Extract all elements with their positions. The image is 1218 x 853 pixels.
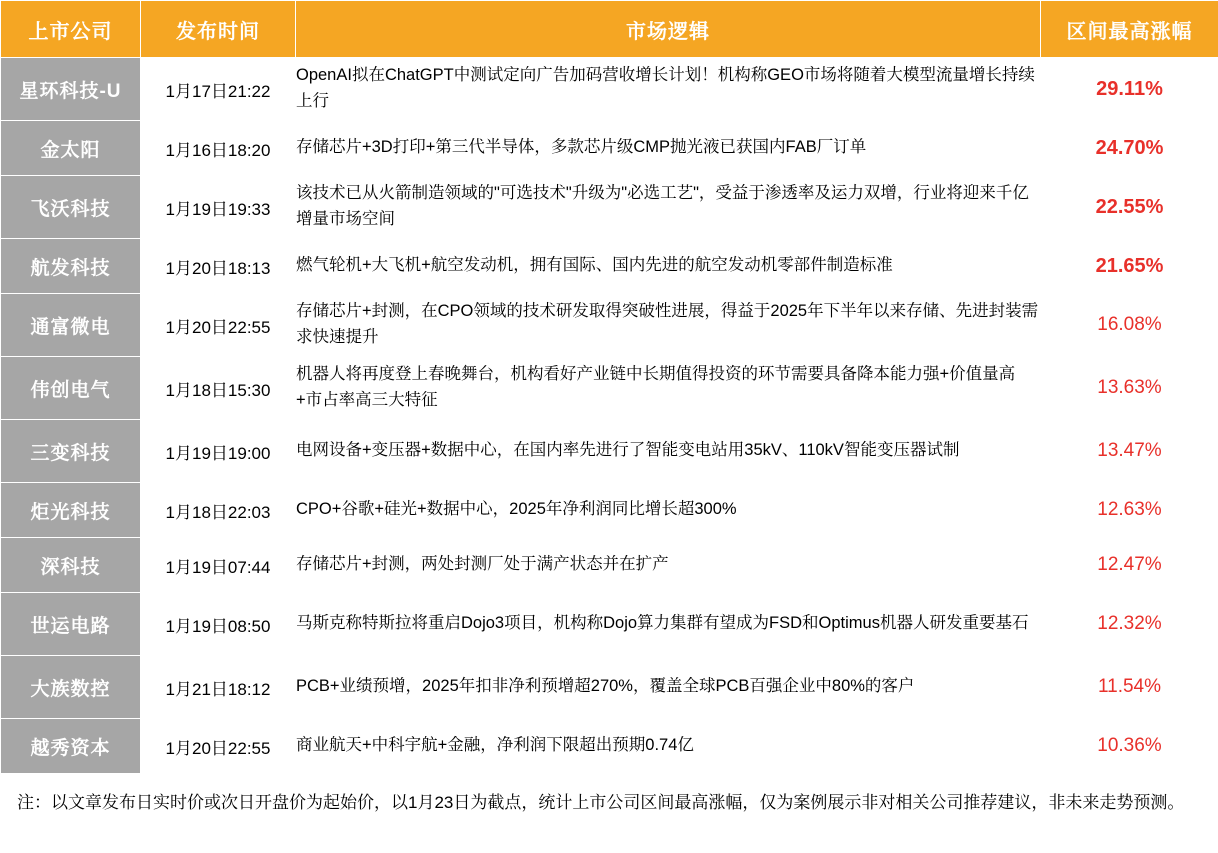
- table-header-row: [1, 1, 1218, 58]
- table-row: [1, 483, 1218, 538]
- cell-time: 1月20日22:55: [141, 719, 296, 774]
- table-row: [1, 420, 1218, 483]
- table-row: [1, 357, 1218, 420]
- cell-company: 星环科技-U: [1, 58, 141, 121]
- cell-company: 大族数控: [1, 656, 141, 719]
- cell-gain: 12.47%: [1041, 538, 1218, 593]
- cell-logic: 商业航天+中科宇航+金融，净利润下限超出预期0.74亿: [296, 719, 1041, 774]
- cell-gain: 16.08%: [1041, 294, 1218, 357]
- cell-company: 越秀资本: [1, 719, 141, 774]
- cell-gain: 11.54%: [1041, 656, 1218, 719]
- cell-gain: 22.55%: [1041, 176, 1218, 239]
- table-row: [1, 121, 1218, 176]
- column-header-logic: 市场逻辑: [296, 1, 1041, 58]
- cell-company: 通富微电: [1, 294, 141, 357]
- cell-time: 1月16日18:20: [141, 121, 296, 176]
- cell-gain: 24.70%: [1041, 121, 1218, 176]
- column-header-time: 发布时间: [141, 1, 296, 58]
- cell-logic: 电网设备+变压器+数据中心，在国内率先进行了智能变电站用35kV、110kV智能变压器试制: [296, 420, 1041, 483]
- cell-company: 航发科技: [1, 239, 141, 294]
- cell-time: 1月19日19:00: [141, 420, 296, 483]
- cell-gain: 10.36%: [1041, 719, 1218, 774]
- cell-gain: 13.63%: [1041, 357, 1218, 420]
- cell-logic: PCB+业绩预增，2025年扣非净利预增超270%，覆盖全球PCB百强企业中80%的客户: [296, 656, 1041, 719]
- bottom-strip: [0, 828, 1218, 834]
- cell-time: 1月18日22:03: [141, 483, 296, 538]
- cell-time: 1月19日07:44: [141, 538, 296, 593]
- cell-logic: 马斯克称特斯拉将重启Dojo3项目，机构称Dojo算力集群有望成为FSD和Optimus机器人研发重要基石: [296, 593, 1041, 656]
- table-row: [1, 593, 1218, 656]
- cell-logic: 存储芯片+封测，两处封测厂处于满产状态并在扩产: [296, 538, 1041, 593]
- cell-company: 深科技: [1, 538, 141, 593]
- cell-logic: 燃气轮机+大飞机+航空发动机，拥有国际、国内先进的航空发动机零部件制造标准: [296, 239, 1041, 294]
- table-row: [1, 239, 1218, 294]
- cell-gain: 29.11%: [1041, 58, 1218, 121]
- table-row: [1, 176, 1218, 239]
- table-row: [1, 58, 1218, 121]
- cell-company: 世运电路: [1, 593, 141, 656]
- table-row: [1, 719, 1218, 774]
- cell-time: 1月17日21:22: [141, 58, 296, 121]
- cell-company: 炬光科技: [1, 483, 141, 538]
- column-header-company: 上市公司: [1, 1, 141, 58]
- cell-time: 1月20日22:55: [141, 294, 296, 357]
- cell-logic: 存储芯片+3D打印+第三代半导体，多款芯片级CMP抛光液已获国内FAB厂订单: [296, 121, 1041, 176]
- cell-logic: CPO+谷歌+硅光+数据中心，2025年净利润同比增长超300%: [296, 483, 1041, 538]
- cell-time: 1月18日15:30: [141, 357, 296, 420]
- cell-logic: 该技术已从火箭制造领域的"可选技术"升级为"必选工艺"，受益于渗透率及运力双增，行业将迎来千亿增量市场空间: [296, 176, 1041, 239]
- table-body: [1, 58, 1218, 774]
- cell-time: 1月21日18:12: [141, 656, 296, 719]
- cell-gain: 12.32%: [1041, 593, 1218, 656]
- cell-gain: 12.63%: [1041, 483, 1218, 538]
- table-header: [1, 1, 1218, 58]
- cell-gain: 21.65%: [1041, 239, 1218, 294]
- cell-time: 1月19日19:33: [141, 176, 296, 239]
- cell-logic: 存储芯片+封测，在CPO领域的技术研发取得突破性进展，得益于2025年下半年以来存储、先进封装需求快速提升: [296, 294, 1041, 357]
- column-header-gain: 区间最高涨幅: [1041, 1, 1218, 58]
- cell-company: 飞沃科技: [1, 176, 141, 239]
- cell-company: 伟创电气: [1, 357, 141, 420]
- table-row: [1, 294, 1218, 357]
- cell-company: 金太阳: [1, 121, 141, 176]
- cell-logic: OpenAI拟在ChatGPT中测试定向广告加码营收增长计划！机构称GEO市场将随着大模型流量增长持续上行: [296, 58, 1041, 121]
- table-row: [1, 656, 1218, 719]
- table-row: [1, 538, 1218, 593]
- cell-gain: 13.47%: [1041, 420, 1218, 483]
- footnote: 注：以文章发布日实时价或次日开盘价为起始价，以1月23日为截点，统计上市公司区间最高涨幅，仅为案例展示非对相关公司推荐建议，非未来走势预测。: [0, 774, 1218, 828]
- cell-time: 1月20日18:13: [141, 239, 296, 294]
- cell-time: 1月19日08:50: [141, 593, 296, 656]
- cell-logic: 机器人将再度登上春晚舞台，机构看好产业链中长期值得投资的环节需要具备降本能力强+价值量高+市占率高三大特征: [296, 357, 1041, 420]
- cell-company: 三变科技: [1, 420, 141, 483]
